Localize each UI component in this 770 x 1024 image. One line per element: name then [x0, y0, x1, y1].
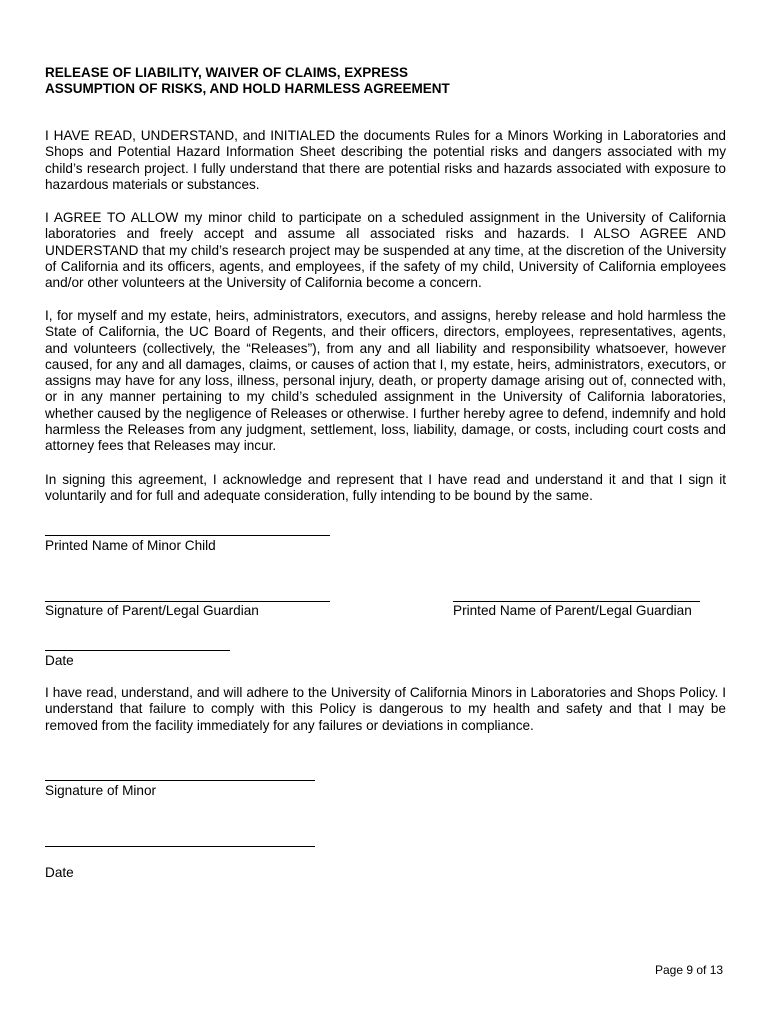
title-line-2: ASSUMPTION OF RISKS, AND HOLD HARMLESS AGREEMENT	[45, 81, 450, 96]
minor-name-label: Printed Name of Minor Child	[45, 538, 216, 553]
paragraph-agree-to-allow: I AGREE TO ALLOW my minor child to participate on a scheduled assignment in the University of California laboratories and freely accept and assume all associated risks and hazards. I ALSO AGREE AND UNDERSTAND that my child’s research project may be suspended at any time, at the discretion of the University of California and its officers, agents, and employees, if the safety of my child, University of California employees and/or other volunteers at the University of California become a concern.	[45, 210, 726, 291]
title-line-1: RELEASE OF LIABILITY, WAIVER OF CLAIMS, EXPRESS	[45, 65, 409, 80]
parent-signature-label: Signature of Parent/Legal Guardian	[45, 603, 259, 618]
minor-name-line[interactable]	[45, 535, 330, 536]
parent-printed-name-label: Printed Name of Parent/Legal Guardian	[453, 603, 692, 618]
parent-signature-line[interactable]	[45, 601, 330, 602]
minor-signature-line[interactable]	[45, 780, 315, 781]
page-number: Page 9 of 13	[655, 963, 724, 977]
paragraph-signing-acknowledgement: In signing this agreement, I acknowledge and represent that I have read and understand it and that I sign it voluntarily and for full and adequate consideration, fully intending to be bound by the same.	[45, 472, 726, 504]
date-label-1: Date	[45, 653, 74, 668]
paragraph-policy-adherence: I have read, understand, and will adhere to the University of California Minors in Laboratories and Shops Policy. I understand that failure to comply with this Policy is dangerous to my health and safety and that I may be removed from the facility immediately for any failures or deviations in compliance.	[45, 685, 726, 733]
date-label-2: Date	[45, 865, 74, 880]
minor-signature-label: Signature of Minor	[45, 783, 157, 798]
document-title	[45, 65, 735, 97]
paragraph-initialed-documents: I HAVE READ, UNDERSTAND, and INITIALED the documents Rules for a Minors Working in Laboratories and Shops and Potential Hazard Information Sheet describing the potential risks and dangers associated with my child’s research project. I fully understand that there are potential risks and hazards associated with exposure to hazardous materials or substances.	[45, 128, 726, 192]
parent-printed-name-line[interactable]	[453, 601, 700, 602]
date-line-2[interactable]	[45, 846, 315, 847]
date-line-1[interactable]	[45, 650, 230, 651]
paragraph-release: I, for myself and my estate, heirs, administrators, executors, and assigns, hereby release and hold harmless the State of California, the UC Board of Regents, and their officers, directors, employees, representatives, agents, and volunteers (collectively, the “Releases”), from any and all liability and responsibility whatsoever, however caused, for any and all damages, claims, or causes of action that I, my estate, heirs, administrators, executors, or assigns may have for any loss, illness, personal injury, death, or property damage arising out of, connected with, or in any manner pertaining to my child’s scheduled assignment in the University of California laboratories, whether caused by the negligence of Releases or otherwise. I further hereby agree to defend, indemnify and hold harmless the Releases from any judgment, settlement, loss, liability, damage, or costs, including court costs and attorney fees that Releases may incur.	[45, 308, 726, 454]
